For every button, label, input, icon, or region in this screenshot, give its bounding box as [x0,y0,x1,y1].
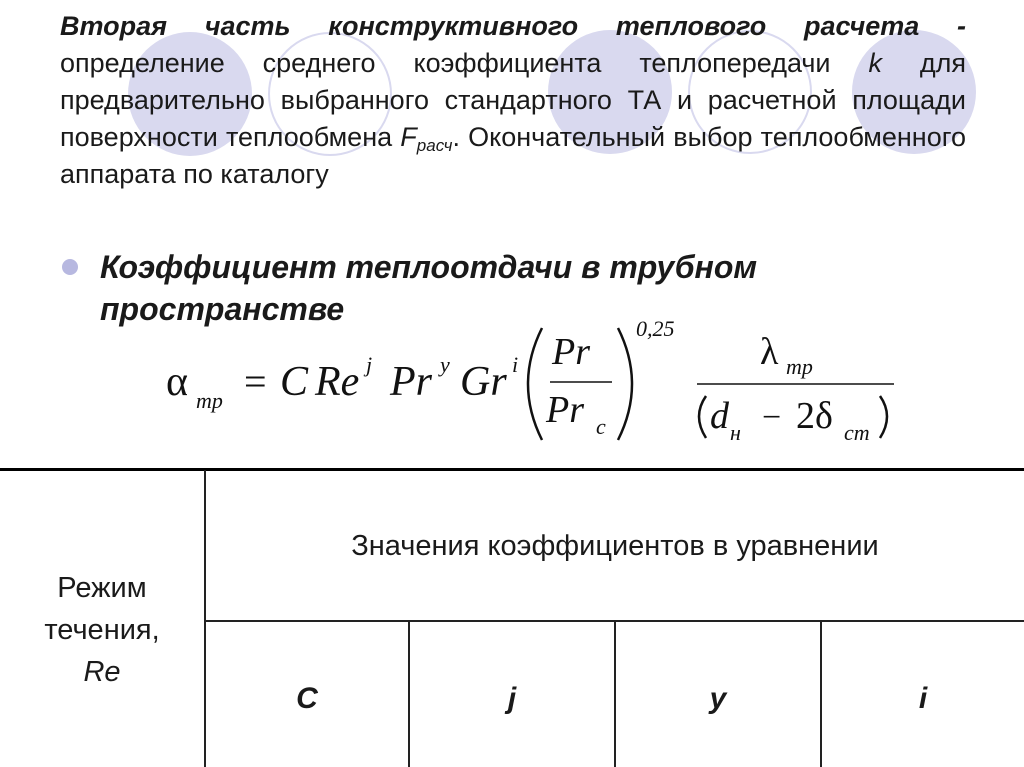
formula-d: d [710,395,729,437]
heading-f-subscript: расч [416,136,453,155]
formula-frac-denominator: Pr [546,389,584,431]
formula-equals: = [244,359,267,404]
heading-text-3: . Окончательный выбор теплообменного аппарата по каталогу [60,122,966,189]
formula-two-delta: 2δ [796,395,833,437]
column-header-y: y [709,682,727,715]
column-header-i: i [918,682,928,715]
formula-gr: Gr [460,359,507,405]
formula-delta-subscript: ст [844,420,870,445]
formula-c: C [280,359,309,405]
formula-re: Re [315,359,360,405]
formula-den-right-paren [880,396,887,438]
coefficient-table [0,470,1024,767]
formula-d-subscript: н [730,420,741,445]
formula-lambda: λ [760,331,779,373]
heading-text-1: определение среднего коэффициента теплопередачи [60,48,869,78]
values-title: Значения коэффициентов в уравнении [351,530,879,562]
regime-line-2: течения, [44,614,160,646]
formula-frac-numerator: Pr [552,331,590,373]
heat-transfer-formula [0,310,1024,460]
formula-exp-y: y [440,352,450,377]
formula-right-paren [618,328,632,440]
formula-pr: Pr [390,359,432,405]
bullet-text: Коэффициент теплоотдачи в трубном пространстве [100,249,758,327]
slide-heading [60,8,966,193]
regime-header [0,567,204,693]
heading-k-variable: k [868,48,882,78]
heading-bold: Вторая часть конструктивного теплового расчета - [60,11,966,41]
column-header-c: C [296,682,318,715]
formula-svg [0,310,1024,460]
formula-left-paren [528,328,542,440]
formula-alpha-subscript: тр [196,388,223,413]
formula-den-left-paren [699,396,706,438]
formula-power: 0,25 [636,316,675,341]
formula-exp-j: j [366,352,373,377]
formula-alpha: α [166,359,189,405]
regime-line-1: Режим [57,572,147,604]
column-header-j: j [507,682,517,715]
formula-lambda-subscript: тр [786,354,813,379]
table-vline-1 [204,470,206,767]
formula-exp-i: i [512,352,519,377]
heading-text-2: для предварительно выбранного стандартного ТА и расчетной площади поверхности теплообмена [60,48,966,152]
regime-line-3: Re [83,656,121,688]
formula-frac-den-subscript: c [596,414,606,439]
bullet-dot-icon [62,259,78,275]
formula-minus: − [762,399,782,436]
heading-f-variable: F [400,122,417,152]
